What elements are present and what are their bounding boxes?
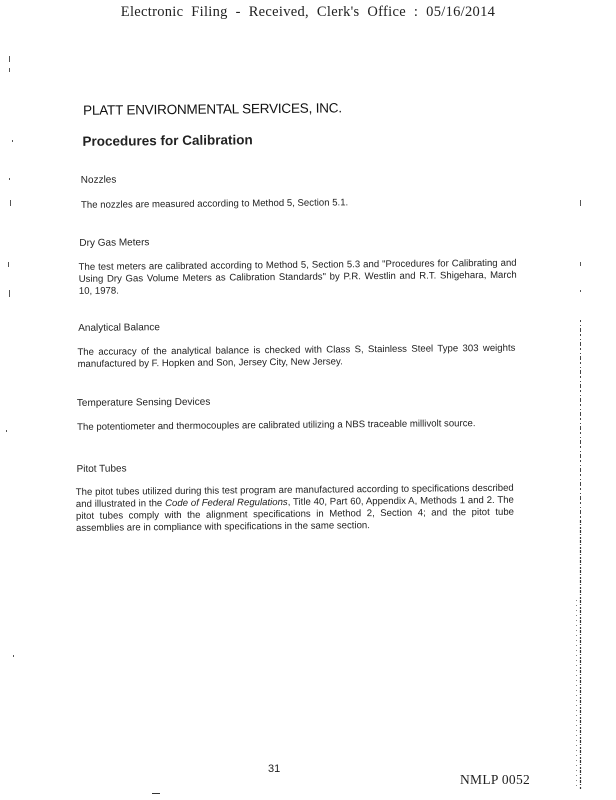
section-heading-dry-gas-meters: Dry Gas Meters — [79, 237, 150, 249]
section-body-temperature-sensing-devices: The potentiometer and thermocouples are calibrated utilizing a NBS traceable millivolt source. — [77, 418, 476, 433]
company-name: PLATT ENVIRONMENTAL SERVICES, INC. — [83, 100, 342, 118]
section-heading-pitot-tubes: Pitot Tubes — [76, 463, 127, 475]
section-heading-analytical-balance: Analytical Balance — [78, 322, 160, 334]
page-number: 31 — [268, 763, 281, 775]
section-body-dry-gas-meters: The test meters are calibrated according to Method 5, Section 5.3 and "Procedures for Calibrating and Using Dry Gas Volume Meters as Calibration Standards" by P.R. Westlin and R.T. Shigehara, March 10, 1978. — [78, 257, 517, 297]
section-body-nozzles: The nozzles are measured according to Method 5, Section 5.1. — [80, 197, 349, 211]
section-heading-nozzles: Nozzles — [80, 174, 117, 186]
bates-number: NMLP 0052 — [460, 772, 531, 787]
pitot-body-text-start: The pitot tubes utilized during this test program are manufactured according to specifications described and illustrated in the — [75, 482, 514, 510]
section-heading-temperature-sensing-devices: Temperature Sensing Devices — [76, 396, 211, 409]
filing-stamp: Electronic Filing - Received, Clerk's Office : 05/16/2014 — [120, 4, 496, 20]
pitot-body-citation: Code of Federal Regulations — [165, 496, 288, 510]
section-body-analytical-balance: The accuracy of the analytical balance is checked with Class S, Stainless Steel Type 303 weights manufactured by F. Hopken and Son, Jersey City, New Jersey. — [77, 342, 516, 370]
document-title: Procedures for Calibration — [82, 132, 253, 149]
pitot-body-text-end: , Title 40, Part 60, Appendix A, Methods 1 and 2. The pitot tubes comply with the alignment specifications in Method 2, Section 4; and the pitot tube assemblies are in compliance with specifications in the same section. — [75, 494, 515, 534]
